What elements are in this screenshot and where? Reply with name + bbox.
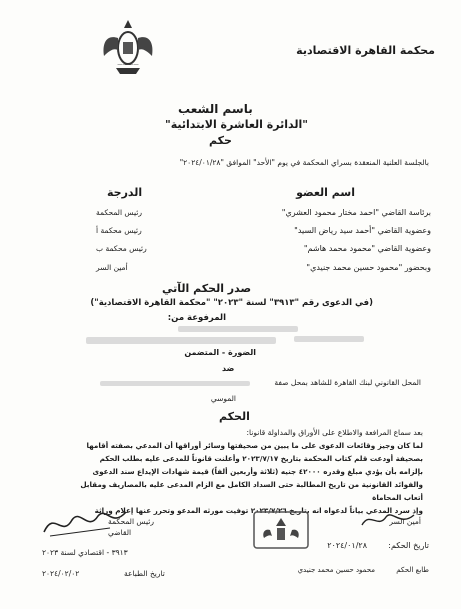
secretary-signature-label: أمين السر xyxy=(389,517,421,526)
body-line: بعد سماع المرافعة والاطلاع على الأوراق والمداولة قانونا: xyxy=(246,428,423,437)
redacted-text xyxy=(178,326,298,332)
court-seal-stamp-icon xyxy=(250,508,312,552)
seat-line-2: الموسي xyxy=(210,394,236,403)
body-line: لما كان وجيز وقائعات الدعوى على ما يبين من صحيفتها وسائر أوراقها أن المدعي بصفته أقامها xyxy=(86,441,423,450)
rank-column-header: الدرجة xyxy=(107,186,143,199)
people-heading: باسم الشعب xyxy=(178,102,253,116)
member-column-header: اسم العضو xyxy=(296,186,355,199)
seat-line: المحل القانوني لبنك القاهرة للشاهد بمحل صفة xyxy=(274,378,421,387)
judge-signature-label: القاضي xyxy=(108,528,132,537)
footer-printed-label: تاريخ الطباعة xyxy=(124,569,165,578)
redacted-text xyxy=(86,337,276,344)
judgment-heading: حكم xyxy=(209,134,232,147)
body-line: وإذ سرد المدعي بياناً لدعواه انه بتاريخ ٢٠٢٣/٧/٢٦ توفيت مورثه المدعو وتحرر عنها إعلام وراثة xyxy=(94,506,423,515)
body-line: أتعاب المحاماة xyxy=(372,493,423,502)
svg-text:—— ——: —— —— xyxy=(117,62,139,68)
redacted-text xyxy=(100,381,250,386)
issued-title: صدر الحكم الآتي xyxy=(162,282,252,295)
body-line: بصحيفة أودعت قلم كتاب المحكمة بتاريخ ٢٠٢٣/٧/١٧ وأعلنت قانوناً للمدعى عليه بطلب الحكم xyxy=(99,454,423,463)
redacted-text xyxy=(294,336,364,342)
bench-rank: رئيس محكمة أ xyxy=(96,226,142,235)
footer-printer-name: محمود حسين محمد جنيدي xyxy=(297,566,375,574)
secretary-signature-icon xyxy=(360,505,416,535)
circuit-heading: "الدائرة العاشرة الابتدائية" xyxy=(165,118,309,131)
defendant-line: الضورة - المتضمن xyxy=(184,348,256,357)
bench-rank: رئيس المحكمة xyxy=(96,208,142,217)
president-signature-label: رئيس المحكمة xyxy=(108,517,154,526)
case-line: (في الدعوى رقم "٣٩١٣" لسنة "٢٠٢٣" "محكمة القاهرة الاقتصادية") xyxy=(90,298,373,308)
bench-member: برئاسة القاضي "احمد مختار محمود العشري" xyxy=(281,208,431,217)
filed-by-label: المرفوعة من: xyxy=(167,313,226,323)
bench-member: وعضوية القاضي "أحمد سيد رياض السيد" xyxy=(294,226,431,235)
bench-member: وعضوية القاضي "محمود محمد هاشم" xyxy=(303,244,431,253)
court-name: محكمة القاهرة الاقتصادية xyxy=(296,44,435,57)
body-line: والفوائد القانونية من تاريخ المطالبة حتى السداد الكامل مع الزام المدعى عليه بالمصاريف ومقابل xyxy=(80,480,423,489)
court-emblem-icon xyxy=(98,14,158,78)
bench-member: وبحضور "محمود حسين محمد جنيدي" xyxy=(306,263,431,272)
bench-rank: رئيس محكمة ب xyxy=(96,244,147,253)
ruling-title: الحكم xyxy=(219,410,250,423)
body-line: بإلزامه بأن يؤدي مبلغ وقدره ٤٢٠٠٠ جنيه (ثلاثة وأربعين ألفاً) قيمة شهادات الإيداع سند الدعوى xyxy=(92,467,423,476)
footer-ruling-date-label: تاريخ الحكم: xyxy=(388,541,429,550)
bench-rank: أمين السر xyxy=(96,263,128,272)
footer-case-ref: ٣٩١٣ - اقتصادي لسنة ٢٠٢٣ xyxy=(42,548,128,557)
footer-printed-date: ٢٠٢٤/٠٢/٠٢ xyxy=(42,569,80,578)
footer-printer-label: طابع الحكم xyxy=(396,566,429,574)
against-label: ضد xyxy=(222,364,235,373)
footer-ruling-date: ٢٠٢٤/٠١/٢٨ xyxy=(327,541,367,550)
session-line: بالجلسة العلنية المنعقدة بسراي المحكمة في يوم "الأحد" الموافق "٢٠٢٤/٠١/٢٨" xyxy=(179,158,429,167)
judge-signature-icon xyxy=(40,502,130,542)
